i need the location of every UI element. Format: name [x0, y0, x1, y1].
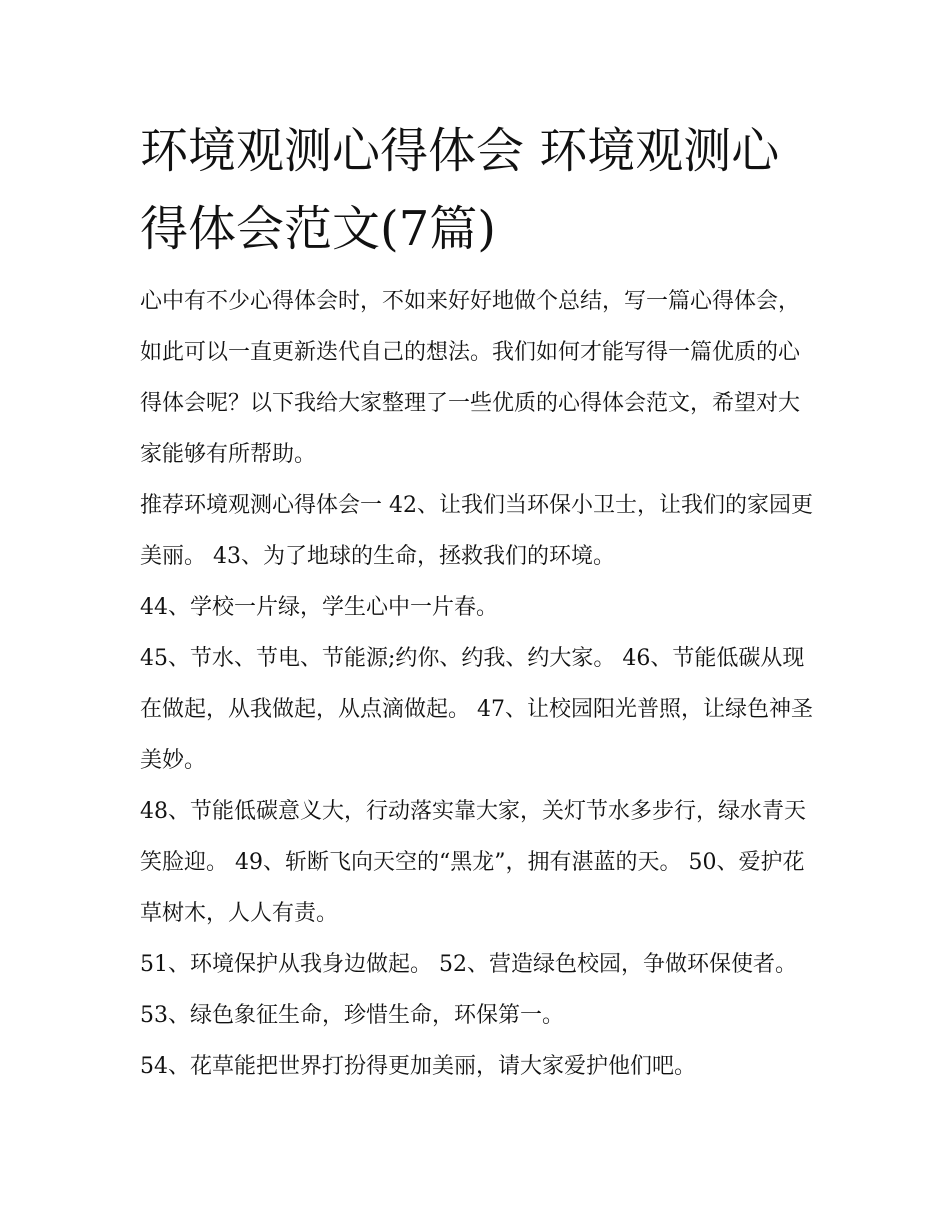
intro-paragraph: 心中有不少心得体会时，不如来好好地做个总结，写一篇心得体会，如此可以一直更新迭代自己的想法。我们如何才能写得一篇优质的心得体会呢？以下我给大家整理了一些优质的心得体会范文，希望对大家能够有所帮助。	[140, 289, 801, 467]
slogan-paragraph-45-47: 45、节水、节电、节能源;约你、约我、约大家。 46、节能低碳从现在做起，从我做起，从点滴做起。 47、让校园阳光普照，让绿色神圣美妙。	[140, 646, 813, 773]
document-title: 环境观测心得体会 环境观测心得体会范文(7篇)	[140, 123, 780, 257]
slogan-paragraph-42-43: 推荐环境观测心得体会一 42、让我们当环保小卫士，让我们的家园更美丽。 43、为了地球的生命，拯救我们的环境。	[140, 493, 813, 569]
slogan-paragraph-54: 54、花草能把世界打扮得更加美丽，请大家爱护他们吧。	[140, 1054, 696, 1079]
slogan-paragraph-48-50: 48、节能低碳意义大，行动落实靠大家，关灯节水多步行，绿水青天笑脸迎。 49、斩断飞向天空的“黑龙”，拥有湛蓝的天。 50、爱护花草树木，人人有责。	[140, 799, 806, 926]
document-body	[140, 276, 820, 1092]
slogan-paragraph-51-53: 51、环境保护从我身边做起。 52、营造绿色校园，争做环保使者。 53、绿色象征生命，珍惜生命，环保第一。	[140, 952, 797, 1028]
slogan-paragraph-44: 44、学校一片绿，学生心中一片春。	[140, 595, 498, 620]
